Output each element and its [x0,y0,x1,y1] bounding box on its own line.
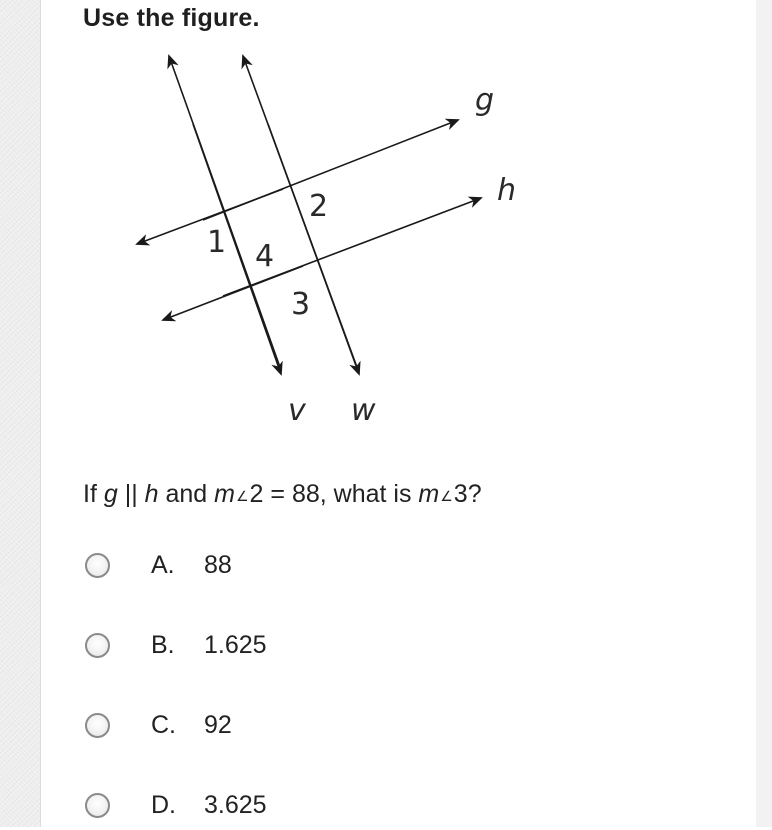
label-line-w: w [351,393,376,428]
angle-symbol-2: ∠ [440,488,453,504]
label-line-g: g [475,83,495,118]
label-line-h: h [497,173,517,208]
question-var-h: h [144,480,159,508]
question-heading: Use the figure. [83,4,260,32]
radio-button-a[interactable] [85,553,110,578]
option-d-letter: D. [151,790,176,819]
left-gutter [0,0,41,827]
option-c-letter: C. [151,710,176,739]
radio-button-d[interactable] [85,793,110,818]
option-d[interactable] [83,780,683,830]
option-a-value: 88 [204,550,232,579]
label-angle-3: 3 [291,287,311,322]
radio-button-c[interactable] [85,713,110,738]
option-b-letter: B. [151,630,175,659]
question-measure-1: m [214,480,235,508]
question-panel [41,0,756,827]
question-var-g: g [103,480,118,508]
label-angle-4: 4 [255,239,275,274]
label-line-v: v [288,393,306,428]
radio-button-b[interactable] [85,633,110,658]
question-and: and [158,480,215,508]
question-expr-1: 2 = 88, what is [249,480,419,508]
option-b-value: 1.625 [204,630,267,659]
option-b[interactable] [83,620,683,670]
label-angle-1: 1 [207,225,227,260]
geometry-figure [83,40,517,440]
line-h-left [163,266,303,320]
question-expr-2: 3? [453,480,482,508]
option-a[interactable] [83,540,683,590]
question-measure-2: m [418,480,440,508]
question-text [83,480,482,509]
option-d-value: 3.625 [204,790,267,819]
option-c-value: 92 [204,710,232,739]
question-parallel-symbol: || [117,480,145,508]
option-a-letter: A. [151,550,175,579]
label-angle-2: 2 [309,189,329,224]
angle-symbol-1: ∠ [235,488,249,504]
right-scrollbar-track[interactable] [755,0,772,827]
parallel-lines-diagram [83,40,517,440]
question-prefix: If [83,480,104,508]
option-c[interactable] [83,700,683,750]
